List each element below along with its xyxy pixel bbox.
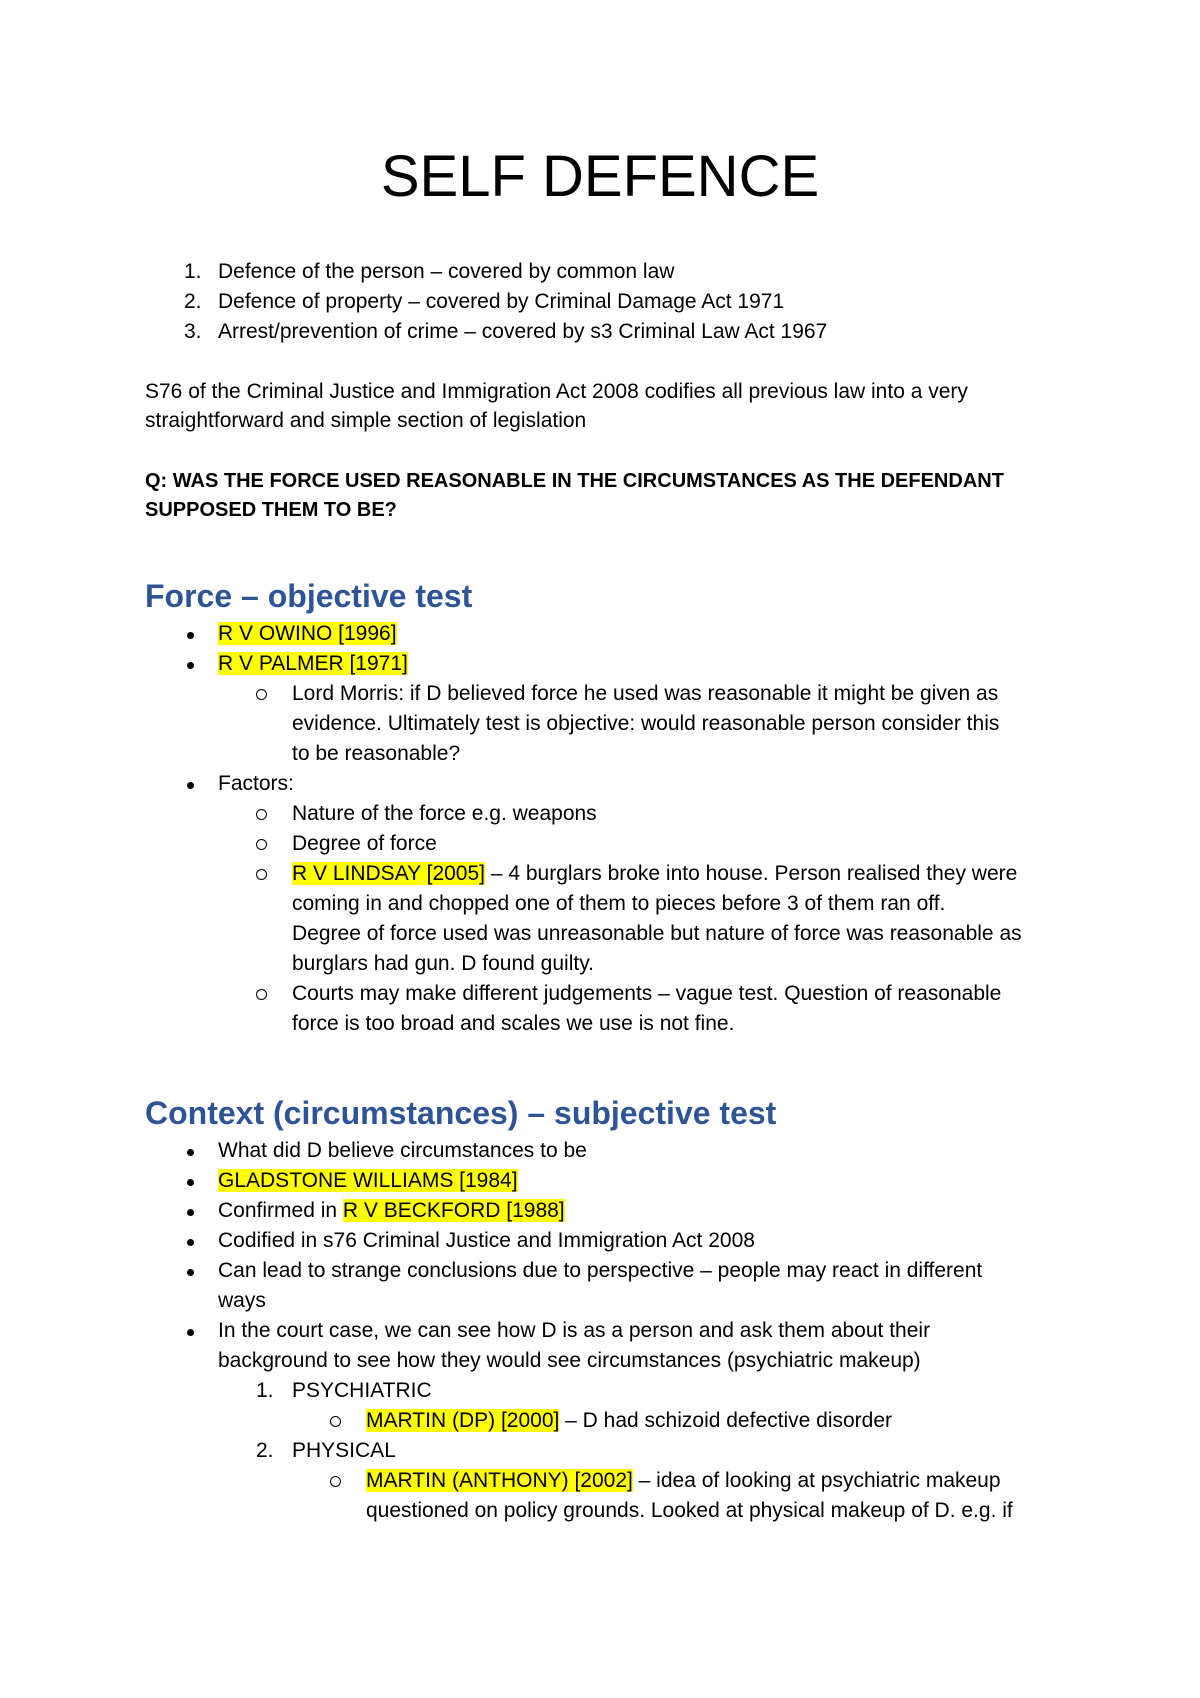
list-item: PHYSICAL (292, 1439, 396, 1462)
key-question-line: SUPPOSED THEM TO BE? (145, 499, 397, 521)
note-line: Degree of force used was unreasonable but nature of force was reasonable as (292, 922, 1022, 945)
sub-bullet-icon (330, 1416, 341, 1427)
bullet-icon (187, 1209, 194, 1216)
list-item: PSYCHIATRIC (292, 1379, 432, 1402)
case-note-line (218, 1197, 565, 1225)
list-number: 1. (256, 1379, 274, 1402)
note-line: coming in and chopped one of them to pieces before 3 of them ran off. (292, 892, 946, 915)
list-number: 1. (184, 260, 202, 283)
note-line: force is too broad and scales we use is not fine. (292, 1012, 735, 1035)
section-heading-force: Force – objective test (145, 578, 473, 614)
page-title: SELF DEFENCE (380, 144, 820, 209)
note-line: Lord Morris: if D believed force he used was reasonable it might be given as (292, 682, 999, 705)
bullet-icon (187, 632, 194, 639)
case-description: – 4 burglars broke into house. Person realised they were (485, 862, 1018, 885)
bullet-icon (187, 1329, 194, 1336)
bullet-icon (187, 1149, 194, 1156)
sub-bullet-icon (330, 1476, 341, 1487)
list-number: 2. (184, 290, 202, 313)
sub-bullet-icon (256, 809, 267, 820)
case-note-line (366, 1407, 892, 1435)
note-line: to be reasonable? (292, 742, 461, 765)
case-prefix: Confirmed in (218, 1199, 343, 1222)
list-item: Degree of force (292, 832, 437, 855)
section-heading-context: Context (circumstances) – subjective test (145, 1095, 777, 1131)
case-note-line (292, 860, 1017, 888)
highlighted-case: R V PALMER [1971] (218, 652, 408, 675)
note-line: burglars had gun. D found guilty. (292, 952, 594, 975)
bullet-icon (187, 662, 194, 669)
note-line: evidence. Ultimately test is objective: would reasonable person consider this (292, 712, 1000, 735)
intro-paragraph-line: S76 of the Criminal Justice and Immigration Act 2008 codifies all previous law into a very (145, 380, 968, 403)
case-note-line (366, 1467, 1001, 1495)
bullet-icon (187, 782, 194, 789)
sub-bullet-icon (256, 989, 267, 1000)
note-line: questioned on policy grounds. Looked at physical makeup of D. e.g. if (366, 1499, 1013, 1522)
case-description: – idea of looking at psychiatric makeup (632, 1469, 1001, 1492)
intro-paragraph-line: straightforward and simple section of legislation (145, 409, 587, 432)
case-citation (218, 620, 397, 648)
list-item: Codified in s76 Criminal Justice and Immigration Act 2008 (218, 1229, 755, 1252)
list-item: Factors: (218, 772, 294, 795)
bullet-icon (187, 1239, 194, 1246)
case-citation (218, 1167, 518, 1195)
highlighted-case: MARTIN (ANTHONY) [2002] (366, 1469, 633, 1492)
highlighted-case: GLADSTONE WILLIAMS [1984] (218, 1169, 518, 1192)
highlighted-case: R V OWINO [1996] (218, 622, 397, 645)
case-description: – D had schizoid defective disorder (559, 1409, 893, 1432)
list-item: Defence of property – covered by Criminal Damage Act 1971 (218, 290, 785, 313)
note-line: ways (218, 1289, 266, 1312)
bullet-icon (187, 1179, 194, 1186)
list-number: 2. (256, 1439, 274, 1462)
list-item: What did D believe circumstances to be (218, 1139, 587, 1162)
sub-bullet-icon (256, 869, 267, 880)
list-item: Defence of the person – covered by common law (218, 260, 675, 283)
highlighted-case: R V BECKFORD [1988] (342, 1199, 565, 1222)
list-item: Nature of the force e.g. weapons (292, 802, 597, 825)
sub-bullet-icon (256, 839, 267, 850)
highlighted-case: MARTIN (DP) [2000] (366, 1409, 560, 1432)
bullet-icon (187, 1269, 194, 1276)
note-line: Courts may make different judgements – vague test. Question of reasonable (292, 982, 1002, 1005)
note-line: background to see how they would see circumstances (psychiatric makeup) (218, 1349, 921, 1372)
list-number: 3. (184, 320, 202, 343)
note-line: Can lead to strange conclusions due to perspective – people may react in different (218, 1259, 983, 1282)
key-question-line: Q: WAS THE FORCE USED REASONABLE IN THE CIRCUMSTANCES AS THE DEFENDANT (145, 470, 1004, 492)
note-line: In the court case, we can see how D is as a person and ask them about their (218, 1319, 931, 1342)
list-item: Arrest/prevention of crime – covered by s3 Criminal Law Act 1967 (218, 320, 828, 343)
case-citation (218, 650, 408, 678)
sub-bullet-icon (256, 689, 267, 700)
highlighted-case: R V LINDSAY [2005] (292, 862, 485, 885)
